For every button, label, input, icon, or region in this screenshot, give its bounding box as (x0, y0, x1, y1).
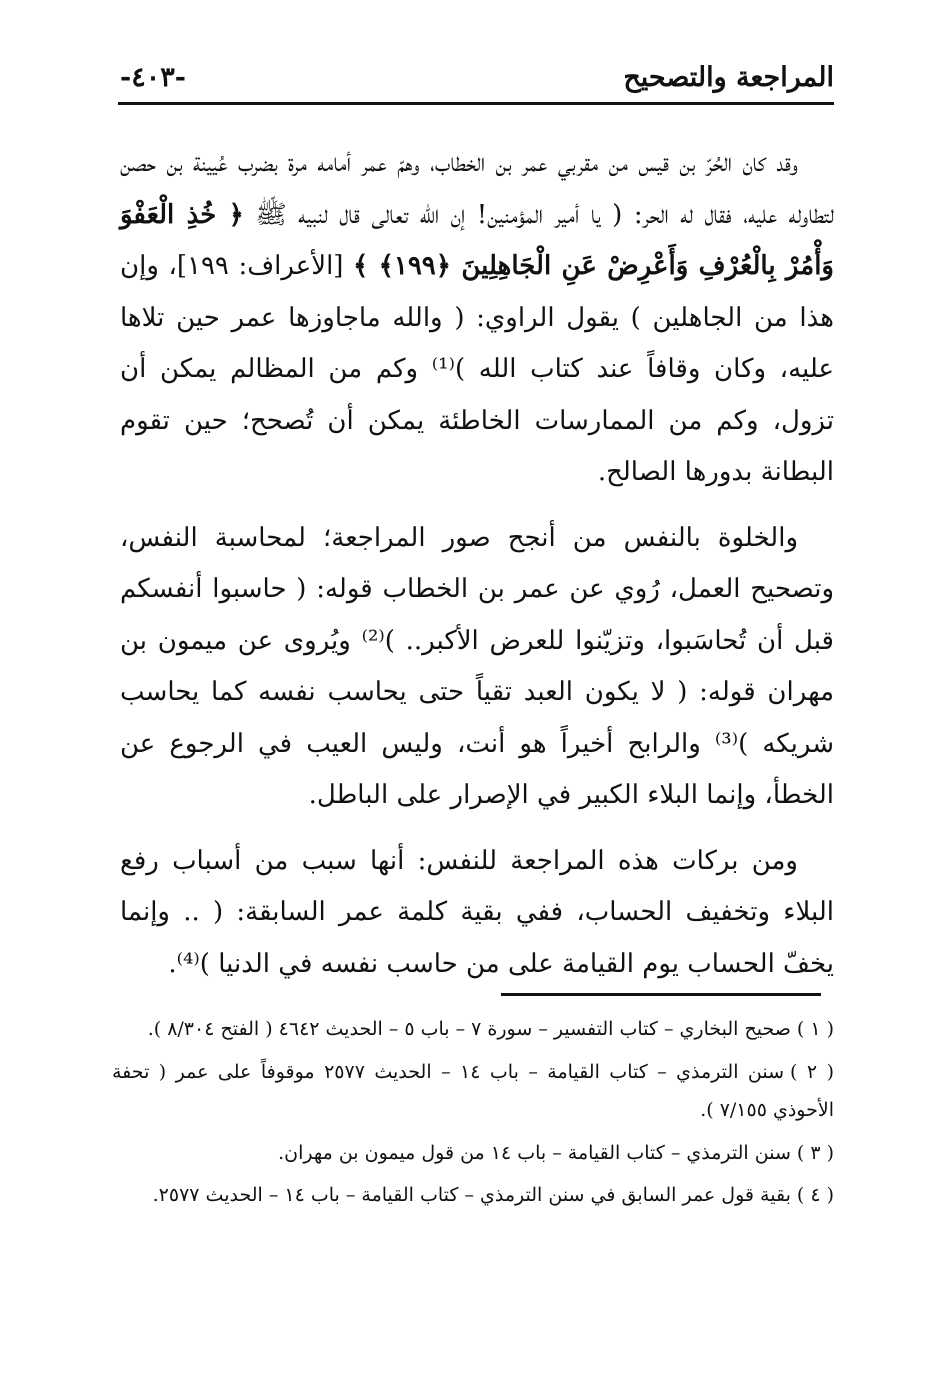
page-number: -٤٠٣- (120, 62, 186, 93)
footnote-4-text: بقية قول عمر السابق في سنن الترمذي – كتاب القيامة – باب ١٤ – الحديث ٢٥٧٧. (152, 1184, 791, 1206)
quran-verse: ﴿ خُذِ الْعَفْوَ وَأْمُرْ بِالْعُرْفِ وَأَعْرِضْ عَنِ الْجَاهِلِينَ ﴿١٩٩﴾ ﴾ (120, 199, 834, 281)
paragraph-1-text-a: وقد كان الحُرّ بن قيس من مقربي عمر بن الخطاب، وهمّ عمر أمامه مرة بضرب عُيينة بن حصن لتطاوله عليه، فقال له الحر: ( يا أمير المؤمنين! إن الله تعالى قال لنبيه ﷺ (120, 148, 834, 230)
footnote-3-text: سنن الترمذي – كتاب القيامة – باب ١٤ من قول ميمون بن مهران. (278, 1141, 791, 1164)
footnote-divider (501, 993, 821, 996)
header-divider (118, 102, 834, 105)
footnote-1 (112, 1010, 834, 1049)
footnote-3 (112, 1134, 834, 1173)
footnotes (112, 1010, 834, 1219)
footnote-1-number: ( ١ ) (796, 1018, 834, 1040)
main-text (120, 138, 834, 1004)
paragraph-1 (120, 138, 834, 499)
paragraph-1-text-b: [الأعراف: ١٩٩]، وإن هذا من الجاهلين ) يقول الراوي: ( والله ماجاوزها عمر حين تلاها عليه، وكان وقافاً عند كتاب الله )⁽¹⁾ وكم من المظالم يمكن أن تزول، وكم من الممارسات الخاطئة يمكن أن تُصحح؛ حين تقوم البطانة بدورها الصالح. (120, 251, 834, 487)
running-title: المراجعة والتصحيح (623, 62, 834, 93)
footnote-4 (112, 1176, 834, 1215)
paragraph-2: والخلوة بالنفس من أنجح صور المراجعة؛ لمحاسبة النفس، وتصحيح العمل، رُوي عن عمر بن الخطاب قوله: ( حاسبوا أنفسكم قبل أن تُحاسَبوا، وتزيّنوا للعرض الأكبر.. )⁽²⁾ ويُروى عن ميمون بن مهران قوله: ( لا يكون العبد تقياً حتى يحاسب نفسه كما يحاسب شريكه )⁽³⁾ والرابح أخيراً هو أنت، وليس العيب في الرجوع عن الخطأ، وإنما البلاء الكبير في الإصرار على الباطل. (120, 522, 834, 810)
paragraph-3: ومن بركات هذه المراجعة للنفس: أنها سبب من أسباب رفع البلاء وتخفيف الحساب، ففي بقية كلمة عمر السابقة: ( .. وإنما يخفّ الحساب يوم القيامة على من حاسب نفسه في الدنيا )⁽⁴⁾. (120, 845, 834, 979)
footnote-1-text: صحيح البخاري – كتاب التفسير – سورة ٧ – باب ٥ – الحديث ٤٦٤٢ ( الفتح ٨/٣٠٤ ). (147, 1018, 791, 1040)
footnote-2-text: سنن الترمذي – كتاب القيامة – باب ١٤ – الحديث ٢٥٧٧ موقوفاً على عمر ( تحفة الأحوذي ٧/١٥٥ ). (112, 1060, 834, 1121)
footnote-2-number: ( ٢ ) (790, 1060, 835, 1083)
footnote-4-number: ( ٤ ) (796, 1184, 834, 1206)
footnote-3-number: ( ٣ ) (796, 1141, 834, 1164)
footnote-2 (112, 1053, 834, 1130)
page-header (120, 58, 834, 98)
